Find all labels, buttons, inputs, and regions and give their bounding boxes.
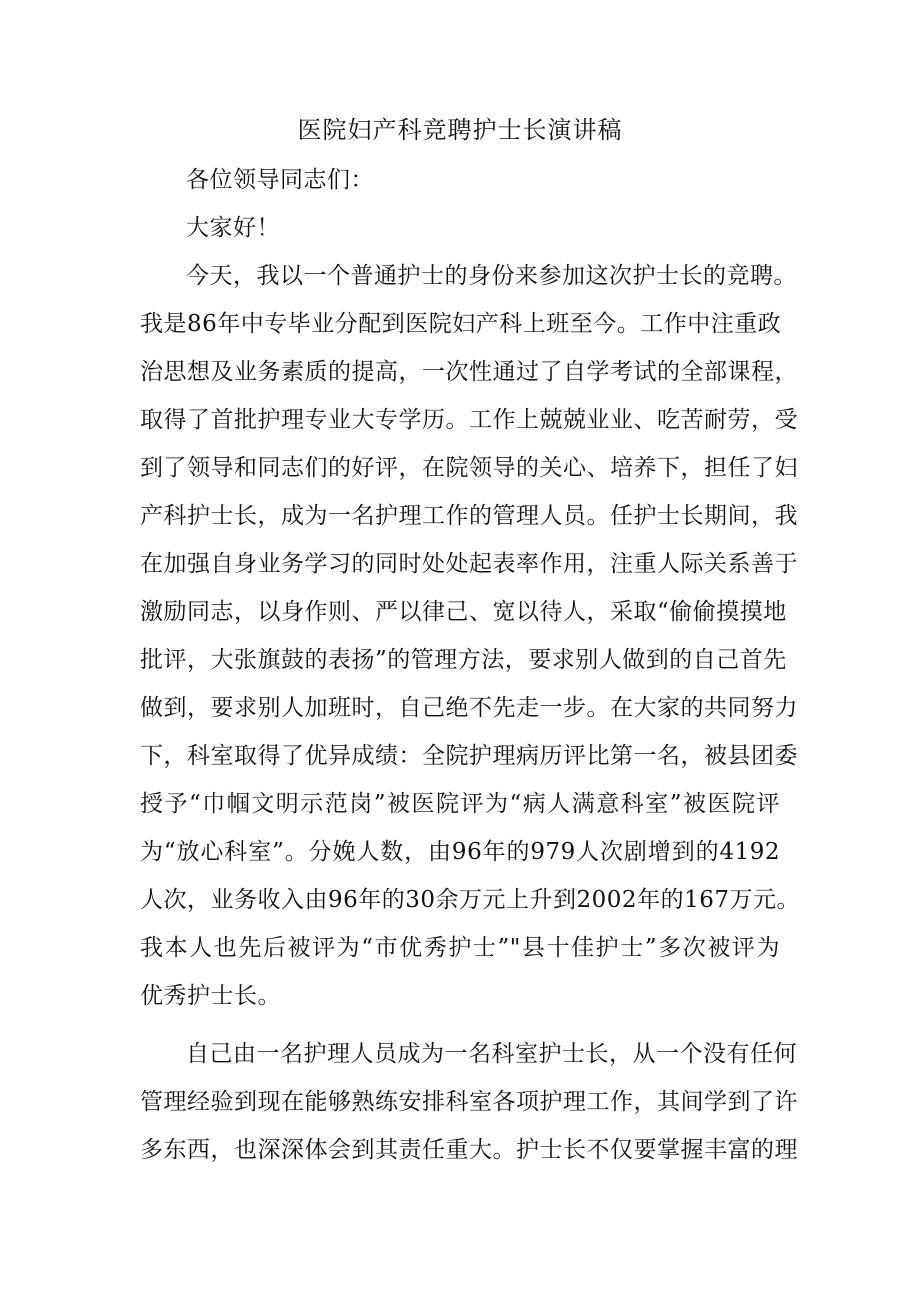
paragraph-line: 下，科室取得了优异成绩：全院护理病历评比第一名，被县团委 (140, 743, 798, 769)
paragraph-line: 管理经验到现在能够熟练安排科室各项护理工作，其间学到了许 (140, 1089, 798, 1115)
salutation-paragraph (140, 156, 780, 204)
paragraph-line: 取得了首批护理专业大专学历。工作上兢兢业业、吃苦耐劳，受 (140, 407, 798, 433)
salutation-line: 各位领导同志们： (186, 167, 374, 193)
body-paragraph-1 (140, 252, 800, 1020)
document-title: 医院妇产科竞聘护士长演讲稿 (297, 116, 623, 144)
paragraph-line: 授予“巾帼文明示范岗”被医院评为“病人满意科室”被医院评 (140, 791, 780, 817)
paragraph-line: 优秀护士长。 (140, 983, 281, 1009)
paragraph-line: 做到，要求别人加班时，自己绝不先走一步。在大家的共同努力 (140, 695, 798, 721)
paragraph-line: 多东西，也深深体会到其责任重大。护士长不仅要掌握丰富的理 (140, 1137, 798, 1163)
greeting-paragraph (140, 204, 780, 252)
greeting-line: 大家好！ (186, 215, 280, 241)
paragraph-line: 产科护士长，成为一名护理工作的管理人员。任护士长期间，我 (140, 503, 798, 529)
paragraph-line: 我是86年中专毕业分配到医院妇产科上班至今。工作中注重政 (140, 311, 782, 337)
paragraph-spacing (140, 1020, 780, 1030)
paragraph-line: 批评，大张旗鼓的表扬”的管理方法，要求别人做到的自己首先 (140, 647, 787, 673)
paragraph-line: 到了领导和同志们的好评，在院领导的关心、培养下，担任了妇 (140, 455, 798, 481)
paragraph-line: 为“放心科室”。分娩人数，由96年的979人次剧增到的4192 (140, 839, 780, 865)
document-body (140, 156, 800, 1174)
paragraph-line: 今天，我以一个普通护士的身份来参加这次护士长的竞聘。 (186, 263, 797, 289)
paragraph-line: 治思想及业务素质的提高，一次性通过了自学考试的全部课程， (140, 359, 798, 385)
paragraph-line: 激励同志，以身作则、严以律己、宽以待人，采取“偷偷摸摸地 (140, 599, 787, 625)
paragraph-line: 人次，业务收入由96年的30余万元上升到2002年的167万元。 (140, 887, 800, 913)
paragraph-line: 自己由一名护理人员成为一名科室护士长，从一个没有任何 (186, 1041, 797, 1067)
body-paragraph-2 (140, 1030, 798, 1174)
paragraph-line: 我本人也先后被评为“市优秀护士”"县十佳护士”多次被评为 (140, 935, 780, 961)
paragraph-line: 在加强自身业务学习的同时处处起表率作用，注重人际关系善于 (140, 551, 798, 577)
